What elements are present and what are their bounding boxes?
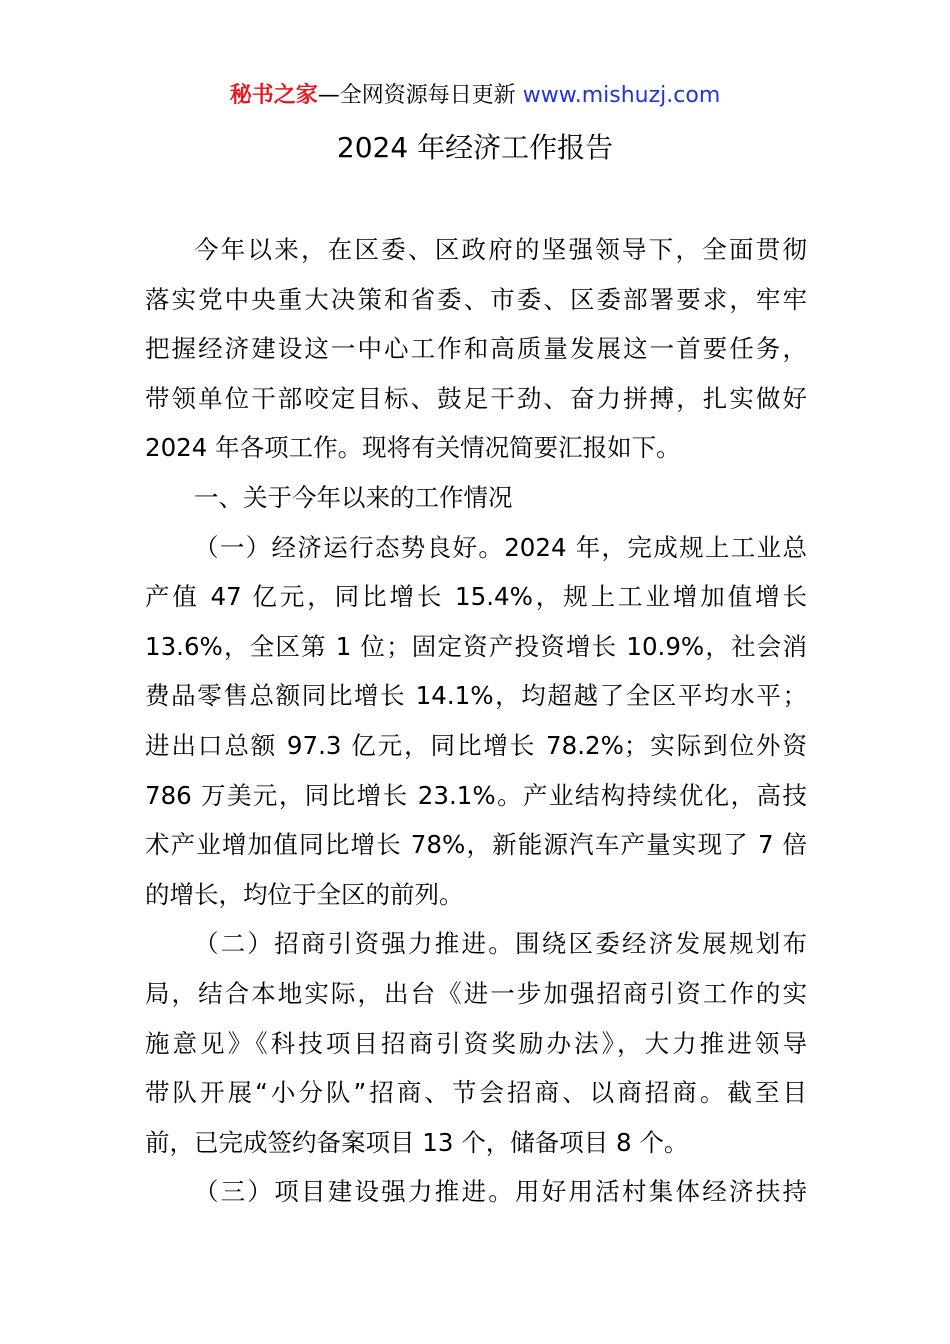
paragraph-line: 落实党中央重大决策和省委、市委、区委部署要求，牢牢 xyxy=(145,284,807,314)
paragraph-line: 带队开展“小分队”招商、节会招商、以商招商。截至目 xyxy=(145,1078,807,1108)
paragraph-line: 今年以来，在区委、区政府的坚强领导下，全面贯彻 xyxy=(194,235,807,264)
paragraph-line: （一）经济运行态势良好。2024 年，完成规上工业总 xyxy=(194,532,807,562)
paragraph-line: 施意见》《科技项目招商引资奖励办法》，大力推进领导 xyxy=(145,1028,807,1058)
paragraph-line: （三）项目建设强力推进。用好用活村集体经济扶持 xyxy=(194,1177,807,1207)
document-title: 2024 年经济工作报告 xyxy=(336,131,614,164)
paragraph-line: 前，已完成签约备案项目 13 个，储备项目 8 个。 xyxy=(145,1127,689,1157)
paragraph-line: 术产业增加值同比增长 78%，新能源汽车产量实现了 7 倍 xyxy=(145,830,807,860)
paragraph-line: 费品零售总额同比增长 14.1%，均超越了全区平均水平； xyxy=(145,681,807,711)
paragraph-line: 局，结合本地实际，出台《进一步加强招商引资工作的实 xyxy=(145,978,807,1008)
paragraph-line: 2024 年各项工作。现将有关情况简要汇报如下。 xyxy=(145,433,681,463)
site-url[interactable]: www.mishuzj.com xyxy=(522,83,721,108)
paragraph-line: 13.6%，全区第 1 位；固定资产投资增长 10.9%，社会消 xyxy=(145,631,807,661)
section-heading: 一、关于今年以来的工作情况 xyxy=(194,482,513,512)
paragraph-line: 把握经济建设这一中心工作和高质量发展这一首要任务， xyxy=(145,334,807,364)
header-slogan: —全网资源每日更新 xyxy=(317,83,516,108)
paragraph-line: 的增长，均位于全区的前列。 xyxy=(145,879,464,909)
paragraph-line: 带领单位干部咬定目标、鼓足干劲、奋力拼搏，扎实做好 xyxy=(145,383,807,413)
paragraph-line: 产值 47 亿元，同比增长 15.4%，规上工业增加值增长 xyxy=(145,582,807,612)
paragraph-line: （二）招商引资强力推进。围绕区委经济发展规划布 xyxy=(194,929,807,959)
site-header xyxy=(0,80,950,112)
brand-name: 秘书之家 xyxy=(229,83,318,108)
paragraph-line: 786 万美元，同比增长 23.1%。产业结构持续优化，高技 xyxy=(145,780,807,810)
document-body xyxy=(145,225,807,1217)
paragraph-line: 进出口总额 97.3 亿元，同比增长 78.2%；实际到位外资 xyxy=(145,730,807,760)
